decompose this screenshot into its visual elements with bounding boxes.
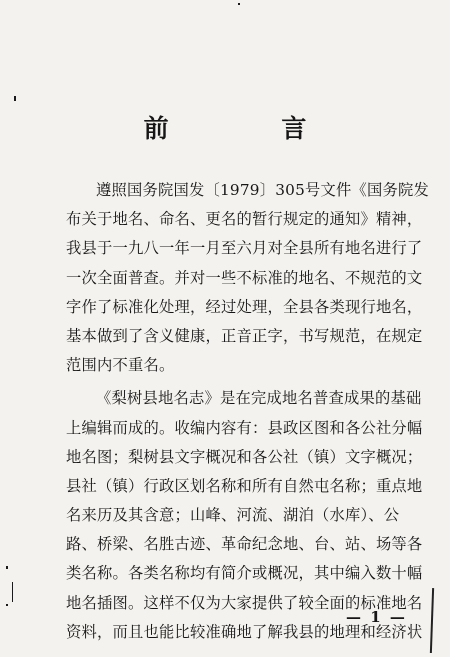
scan-mark-left — [14, 96, 16, 101]
text-line: 范围内不重名。 — [66, 356, 175, 375]
text-line: 字作了标准化处理，经过处理，全县各类现行地名， — [66, 297, 423, 316]
text-line: 地名图；梨树县文字概况和各公社（镇）文字概况； — [66, 447, 423, 466]
scan-mark-top — [238, 3, 240, 5]
text-line: 类名称。各类名称均有简介或概况，其中编入数十幅 — [66, 564, 423, 583]
page-title: 前 言 — [143, 114, 359, 143]
scan-mark-left-3 — [12, 582, 13, 602]
scan-edge-line — [430, 588, 434, 653]
text-line: 名来历及其含意；山峰、河流、湖泊（水库）、公 — [66, 506, 400, 525]
page-number: — 1 — — [346, 608, 407, 626]
text-line: 地名插图。这样不仅为大家提供了较全面的标准地名 — [66, 593, 423, 612]
text-line: 资料，而且也能比较准确地了解我县的地理和经济状 — [66, 622, 423, 641]
scan-mark-left-2 — [6, 566, 8, 569]
text-line: 我县于一九八一年一月至六月对全县所有地名进行了 — [66, 239, 423, 258]
scan-mark-left-4 — [6, 604, 8, 606]
text-line: 布关于地名、命名、更名的暂行规定的通知》精神， — [66, 210, 423, 229]
text-line: 路、桥梁、名胜古迹、革命纪念地、台、站、场等各 — [66, 535, 423, 554]
text-line: 县社（镇）行政区划名称和所有自然屯名称；重点地 — [66, 476, 423, 495]
text-line: 一次全面普查。并对一些不标准的地名、不规范的文 — [66, 268, 423, 287]
preface-text — [66, 176, 429, 647]
text-line: 《梨树县地名志》是在完成地名普查成果的基础 — [96, 389, 422, 408]
text-line: 基本做到了含义健康，正音正字，书写规范，在规定 — [66, 326, 423, 345]
text-line: 上编辑而成的。收编内容有：县政区图和各公社分幅 — [66, 418, 423, 437]
text-line: 遵照国务院国发〔1979〕305号文件《国务院发 — [96, 181, 429, 199]
